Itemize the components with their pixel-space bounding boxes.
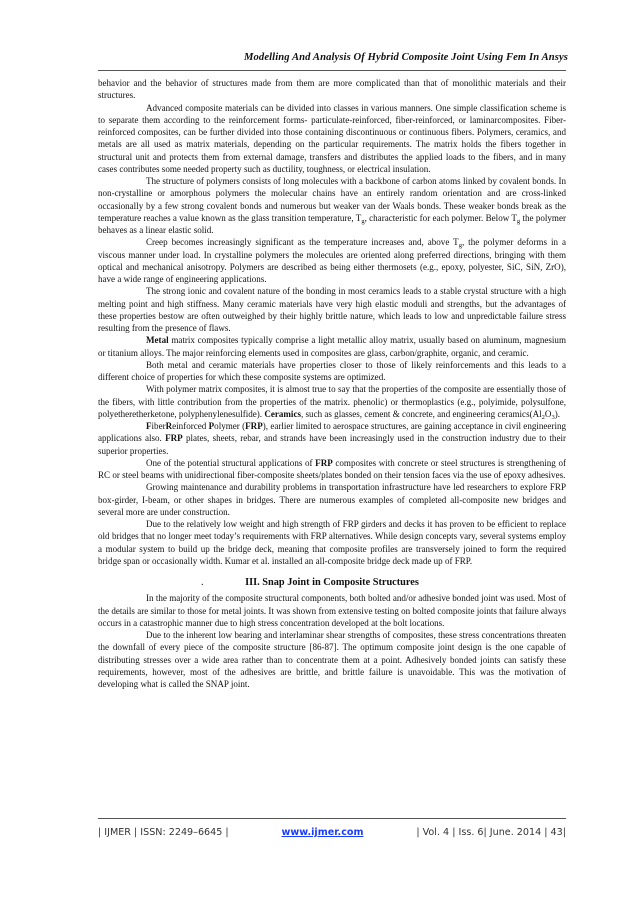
paragraph: FiberReinforced Polymer (FRP), earlier limited to aerospace structures, are gaining acceptance in civil engineering applications also. FRP plates, sheets, rebar, and strands have been increasingly used in the construction industry due to their superior properties. (98, 421, 567, 456)
footer-issue-info: | Vol. 4 | Iss. 6| June. 2014 | 43| (416, 827, 566, 838)
body-text (98, 77, 566, 690)
paragraph: Advanced composite materials can be divided into classes in various manners. One simple classification scheme is to separate them according to the reinforcement forms- particulate-reinforced, fiber-reinforced, or laminarcomposites. Fiber-reinforced composites, can be further divided into those containing discontinuous or continuous fibers. Polymers, ceramics, and metals are all used as matrix materials, depending on the particular requirements. The matrix holds the fibers together in structural unit and protects them from external damage, transfers and distributes the applied loads to the fibers, and in many cases contributes some needed property such as ductility, toughness, or electrical insulation. (98, 102, 566, 174)
paragraph: In the majority of the composite structural components, both bolted and/or adhesive bonded joint was used. Most of the details are similar to those for metal joints. It was shown from extensive testing on bolted composite joints that failure always occurs in a catastrophic manner due to high stress concentration developed at the bolt locations. (98, 593, 566, 628)
paragraph: Due to the inherent low bearing and interlaminar shear strengths of composites, these stress concentrations threaten the downfall of every piece of the composite structure [86-87]. The optimum composite joint design is the one capable of distributing stresses over a wide area rather than to concentrate them at a point. Adhesively bonded joints can satisfy these requirements, however, most of the adhesives are brittle, and brittle failure is unavoidable. This was the motivation of developing what is called the SNAP joint. (98, 630, 566, 689)
section-marker: . (201, 577, 204, 588)
paragraph: The strong ionic and covalent nature of the bonding in most ceramics leads to a stable crystal structure with a high melting point and high stiffness. Many ceramic materials have very high elastic moduli and strengths, but the advantages of these properties bestow are often outweighed by their highly brittle nature, which leads to low and unpredictable failure stress resulting from the presence of flaws. (98, 286, 566, 333)
footer-journal-info: | IJMER | ISSN: 2249–6645 | (98, 827, 229, 838)
paragraph: Growing maintenance and durability problems in transportation infrastructure have led researchers to explore FRP box-girder, I-beam, or other shapes in bridges. There are numerous examples of completed all-composite new bridges and several more are under construction. (98, 482, 566, 517)
running-title: Modelling And Analysis Of Hybrid Composite Joint Using Fem In Ansys (244, 52, 568, 63)
footer-rule (98, 818, 566, 819)
footer (98, 827, 566, 838)
paragraph: Both metal and ceramic materials have properties closer to those of likely reinforcements and this leads to a different choice of properties for which these composite systems are optimized. (98, 359, 566, 382)
paragraph: With polymer matrix composites, it is almost true to say that the properties of the composite are essentially those of the fibers, with little contribution from the properties of the matrix. phenolic) or thermoplastics (e.g., polyimide, polysulfone, polyetheretherketone, polyphenylenesulfide). Ceramics, such as glasses, cement & concrete, and engineering $ceramics(Al_2O_3)$. (98, 384, 566, 421)
paragraph: The structure of polymers consists of long molecules with a backbone of carbon atoms linked by covalent bonds. In non-crystalline or amorphous polymers the molecular chains have an entirely random orientation and are cross-linked occasionally by a few strong covalent bonds and numerous but weaker van der Waals bonds. These weaker bonds break as the temperature reaches a value known as the glass transition temperature, $T_g$, characteristic for each polymer. Below $T_g$ the polymer behaves as a linear elastic solid. (98, 176, 566, 235)
paragraph: One of the potential structural applications of FRP composites with concrete or steel structures is strengthening of RC or steel beams with unidirectional fiber-composite sheets/plates bonded on their tension faces via the use of epoxy adhesives. (98, 457, 566, 480)
paragraph: Due to the relatively low weight and high strength of FRP girders and decks it has proven to be efficient to replace old bridges that no longer meet today’s requirements with FRP alternatives. While design concepts vary, several systems employ a modular system to build up the bridge deck, meaning that composite profiles are transversely joined to form the required bridge span or occasionally width. Kumar et al. installed an all-composite bridge deck made up of FRP. (98, 519, 566, 566)
paragraph: Creep becomes increasingly significant as the temperature increases and, above $T_g$, the polymer deforms in a viscous manner under load. In crystalline polymers the molecules are oriented along preferred directions, bringing with them optical and mechanical anisotropy. Polymers are described as being either thermosets (e.g., epoxy, polyester, SiC, SiN, ZrO), have a wide range of engineering applications. (98, 237, 566, 284)
footer-website-link[interactable]: www.ijmer.com (281, 827, 364, 838)
paragraph: Metal matrix composites typically comprise a light metallic alloy matrix, usually based on aluminum, magnesium or titanium alloys. The major reinforcing elements used in composites are glass, carbon/graphite, organic, and ceramic. (98, 335, 566, 358)
section-title: III. Snap Joint in Composite Structures (245, 577, 419, 588)
header-rule (98, 70, 566, 71)
paragraph: behavior and the behavior of structures made from them are more complicated than that of monolithic materials and their structures. (98, 78, 566, 101)
section-heading (98, 577, 566, 589)
